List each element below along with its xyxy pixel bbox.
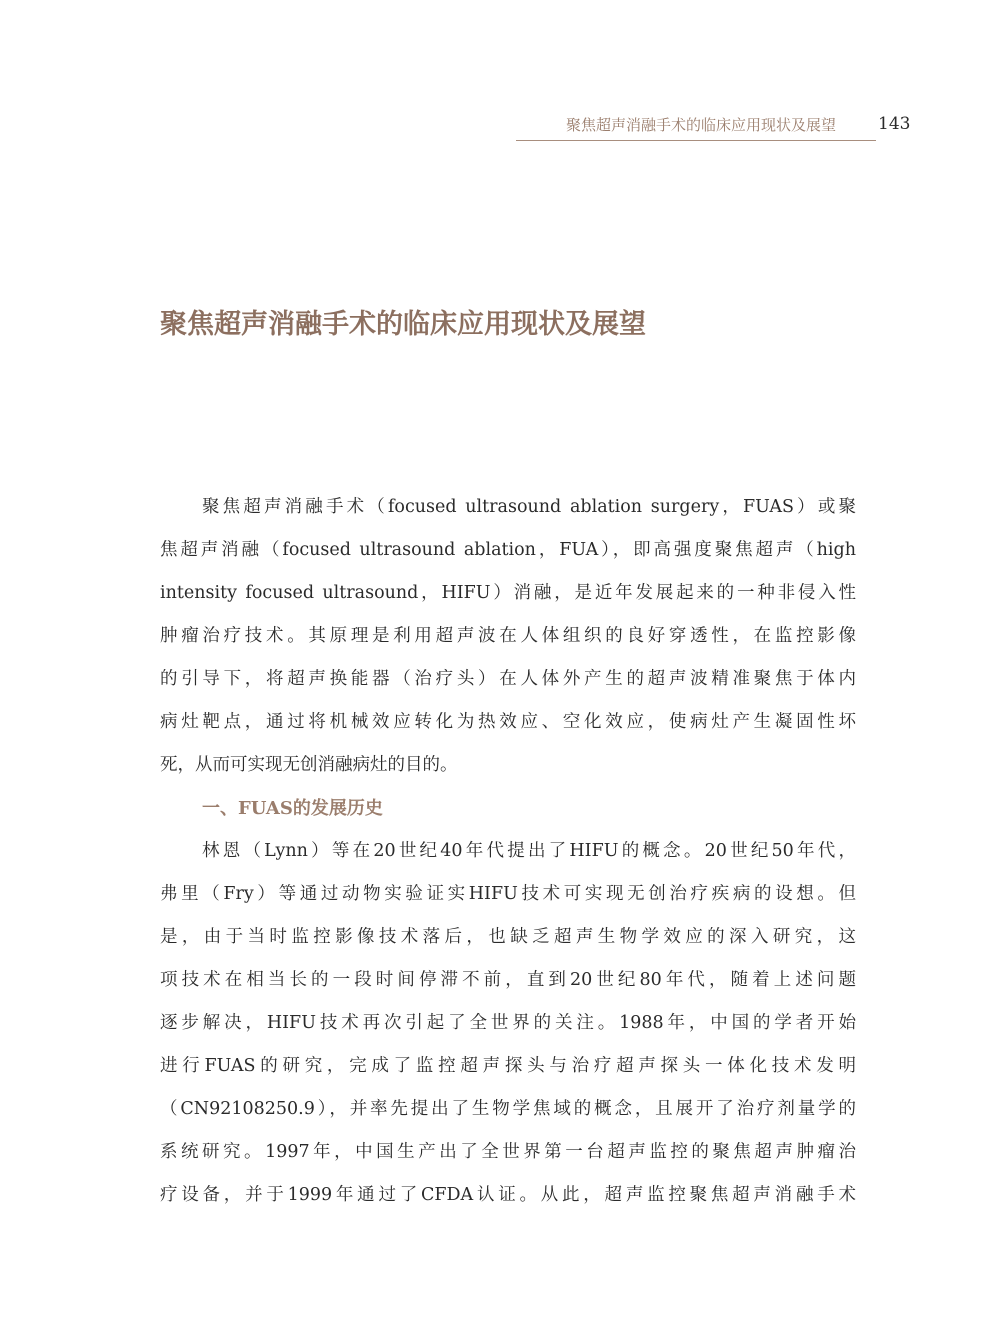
paragraph-line: （CN92108250.9），并率先提出了生物学焦域的概念，且展开了治疗剂量学的 xyxy=(160,1099,856,1119)
paragraph-line: 进行FUAS的研究，完成了监控超声探头与治疗超声探头一体化技术发明 xyxy=(160,1056,856,1076)
paragraph-line: 死，从而可实现无创消融病灶的目的。 xyxy=(160,755,458,775)
chapter-title: 聚焦超声消融手术的临床应用现状及展望 xyxy=(160,309,646,340)
paragraph-line: 系统研究。1997年，中国生产出了全世界第一台超声监控的聚焦超声肿瘤治 xyxy=(160,1142,856,1162)
paragraph-line: 焦超声消融（focused ultrasound ablation，FUA），即高强度聚焦超声（high xyxy=(160,540,856,560)
body-text xyxy=(160,486,856,1217)
paragraph-history xyxy=(160,830,856,1217)
paragraph-line: 病灶靶点，通过将机械效应转化为热效应、空化效应，使病灶产生凝固性坏 xyxy=(160,712,856,732)
running-header-title: 聚焦超声消融手术的临床应用现状及展望 xyxy=(565,116,836,134)
paragraph-line: 的引导下，将超声换能器（治疗头）在人体外产生的超声波精准聚焦于体内 xyxy=(160,669,856,689)
running-header xyxy=(516,114,876,141)
section-heading-history: 一、FUAS的发展历史 xyxy=(202,798,383,819)
paragraph-line: 聚焦超声消融手术（focused ultrasound ablation surgery，FUAS）或聚 xyxy=(202,497,856,517)
page-number: 143 xyxy=(878,114,911,134)
paragraph-line: 肿瘤治疗技术。其原理是利用超声波在人体组织的良好穿透性，在监控影像 xyxy=(160,626,856,646)
paragraph-line: 是，由于当时监控影像技术落后，也缺乏超声生物学效应的深入研究，这 xyxy=(160,927,856,947)
paragraph-line: intensity focused ultrasound，HIFU）消融，是近年发展起来的一种非侵入性 xyxy=(160,583,856,603)
paragraph-intro xyxy=(160,486,856,787)
paragraph-line: 逐步解决，HIFU技术再次引起了全世界的关注。1988年，中国的学者开始 xyxy=(160,1013,856,1033)
paragraph-line: 项技术在相当长的一段时间停滞不前，直到20世纪80年代，随着上述问题 xyxy=(160,970,856,990)
paragraph-line: 林恩（Lynn）等在20世纪40年代提出了HIFU的概念。20世纪50年代， xyxy=(202,841,856,861)
paragraph-line: 疗设备，并于1999年通过了CFDA认证。从此，超声监控聚焦超声消融手术 xyxy=(160,1185,856,1205)
paragraph-line: 弗里（Fry）等通过动物实验证实HIFU技术可实现无创治疗疾病的设想。但 xyxy=(160,884,856,904)
